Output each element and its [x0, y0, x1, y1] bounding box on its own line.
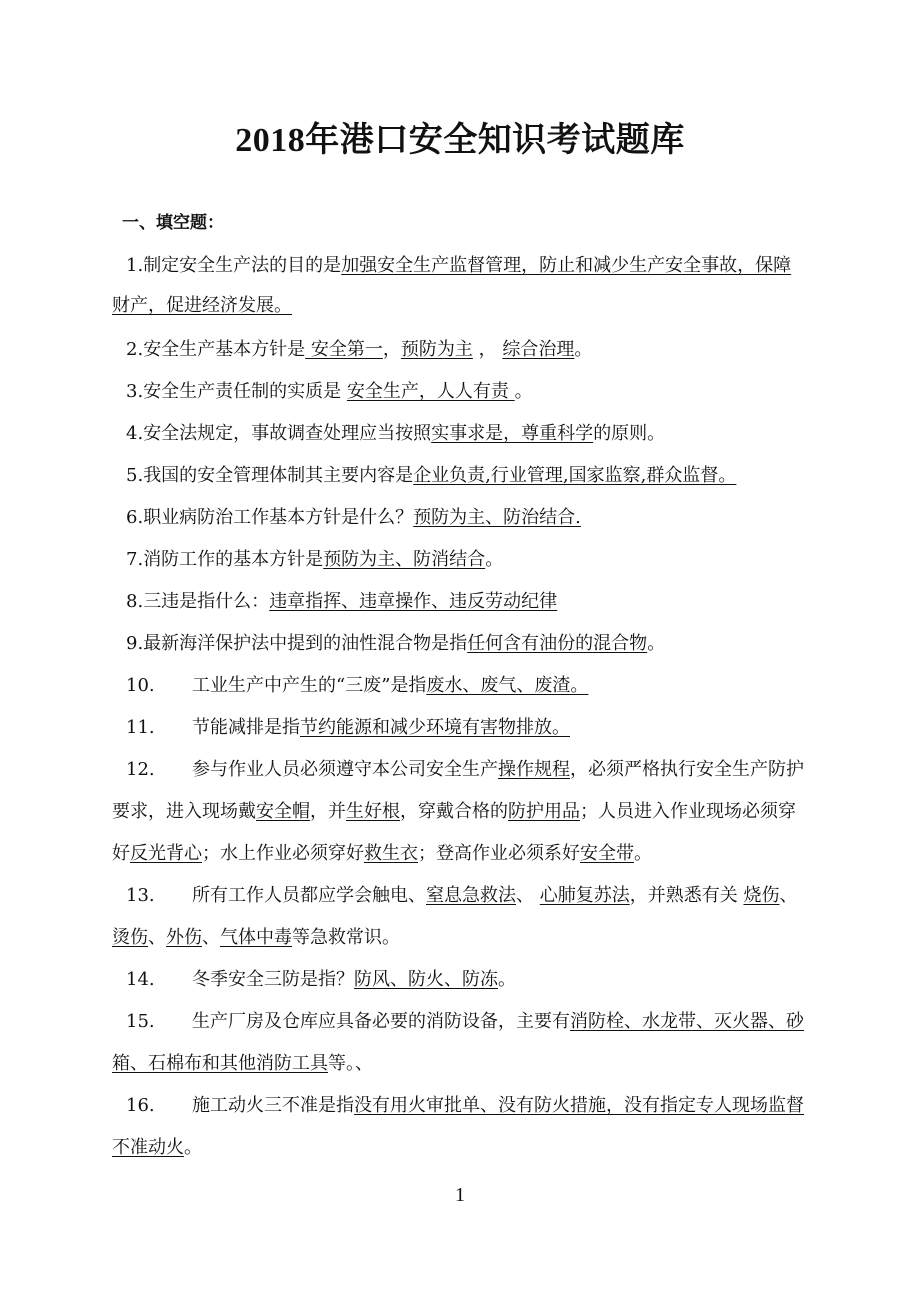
answer: 生好根 [346, 801, 400, 822]
answer: 反光背心 [130, 843, 202, 864]
answer: 窒息急救法 [426, 885, 516, 906]
answer: 预防为主、防治结合. [413, 507, 581, 528]
question-8: 8.三违是指什么：违章指挥、违章操作、违反劳动纪律 [126, 591, 558, 612]
answer: 节约能源和减少环境有害物排放。 [300, 717, 570, 738]
answer: 预防为主、防消结合 [323, 549, 486, 570]
question-7: 7.消防工作的基本方针是预防为主、防消结合。 [126, 549, 504, 570]
answer: 财产，促进经济发展。 [112, 295, 292, 316]
answer: 废水、废气、废渣。 [426, 675, 589, 696]
question-2: 2.安全生产基本方针是 安全第一，预防为主 ， 综合治理。 [126, 339, 593, 360]
answer: 安全第一 [305, 339, 383, 360]
question-13-cont: 烫伤、外伤、气体中毒等急救常识。 [112, 927, 400, 948]
question-1: 1.制定安全生产法的目的是加强安全生产监督管理，防止和减少生产安全事故，保障 [126, 255, 792, 276]
question-13: 13. 所有工作人员都应学会触电、窒息急救法、 心肺复苏法，并熟悉有关 烧伤、 [126, 885, 798, 906]
answer: 救生衣 [364, 843, 418, 864]
answer: 烧伤 [743, 885, 780, 906]
answer: 烫伤 [112, 927, 148, 948]
answer: 没有用火审批单、没有防火措施，没有指定专人现场监督 [354, 1095, 804, 1116]
question-15: 15. 生产厂房及仓库应具备必要的消防设备，主要有消防栓、水龙带、灭火器、砂 [126, 1011, 804, 1032]
question-6: 6.职业病防治工作基本方针是什么？预防为主、防治结合. [126, 507, 581, 528]
question-4: 4.安全法规定，事故调查处理应当按照实事求是，尊重科学的原则。 [126, 423, 666, 444]
question-11: 11. 节能减排是指节约能源和减少环境有害物排放。 [126, 717, 570, 738]
answer: 安全生产，人人有责 [346, 381, 515, 402]
question-12-cont-2: 好反光背心；水上作业必须穿好救生衣；登高作业必须系好安全带。 [112, 843, 652, 864]
answer: 实事求是，尊重科学 [431, 423, 594, 444]
answer: 操作规程 [498, 759, 570, 780]
answer: 气体中毒 [220, 927, 292, 948]
answer: 消防栓、水龙带、灭火器、砂 [570, 1011, 804, 1032]
question-10: 10. 工业生产中产生的“三废”是指废水、废气、废渣。 [126, 675, 589, 696]
answer: 安全帽 [256, 801, 310, 822]
answer: 箱、石棉布和其他消防工具 [112, 1053, 328, 1074]
answer: 心肺复苏法 [539, 885, 630, 906]
answer: 综合治理 [502, 339, 575, 360]
question-16-cont: 不准动火。 [112, 1137, 202, 1158]
question-15-cont: 箱、石棉布和其他消防工具等。、 [112, 1053, 373, 1074]
answer: 企业负责,行业管理,国家监察,群众监督。 [413, 465, 737, 486]
answer: 不准动火 [112, 1137, 184, 1158]
answer: 任何含有油份的混合物 [467, 633, 648, 654]
question-5: 5.我国的安全管理体制其主要内容是企业负责,行业管理,国家监察,群众监督。 [126, 465, 737, 486]
question-1-cont [112, 294, 812, 322]
page-number: 1 [455, 1184, 465, 1206]
question-3: 3.安全生产责任制的实质是 安全生产，人人有责 。 [126, 381, 533, 402]
answer: 安全带 [580, 843, 634, 864]
question-16: 16. 施工动火三不准是指没有用火审批单、没有防火措施，没有指定专人现场监督 [126, 1095, 804, 1116]
question-12: 12. 参与作业人员必须遵守本公司安全生产操作规程，必须严格执行安全生产防护 [126, 759, 804, 780]
question-9: 9.最新海洋保护法中提到的油性混合物是指任何含有油份的混合物。 [126, 633, 666, 654]
section-heading: 一、填空题： [122, 213, 224, 233]
answer: 外伤 [166, 927, 202, 948]
question-12-cont-1: 要求，进入现场戴安全帽，并生好根，穿戴合格的防护用品；人员进入作业现场必须穿 [112, 801, 796, 822]
answer: 防护用品 [508, 801, 580, 822]
answer: 加强安全生产监督管理，防止和减少生产安全事故，保障 [341, 255, 792, 276]
answer: 违章指挥、违章操作、违反劳动纪律 [269, 591, 558, 612]
answer: 防风、防火、防冻 [354, 969, 498, 990]
document-title: 2018年港口安全知识考试题库 [235, 122, 685, 159]
question-14: 14. 冬季安全三防是指？防风、防火、防冻。 [126, 969, 516, 990]
answer: 预防为主 [400, 339, 473, 360]
